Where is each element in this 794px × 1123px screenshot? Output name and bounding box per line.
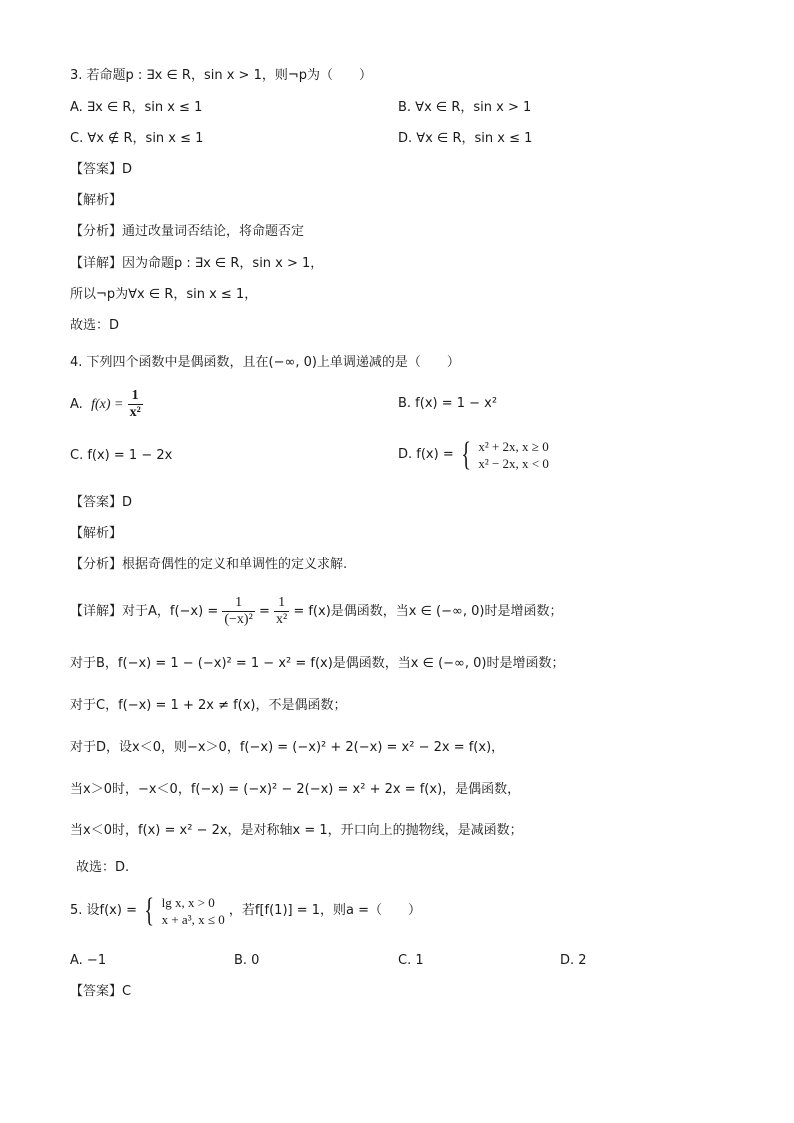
q4-option-a-num: 1 xyxy=(128,388,143,405)
q4-detail-c: 对于C，f(−x) = 1 + 2x ≠ f(x)，不是偶函数； xyxy=(70,698,347,713)
q3-detail-2: 所以¬p为∀x ∈ R，sin x ≤ 1， xyxy=(70,287,258,302)
q4-detail-b: 对于B，f(−x) = 1 − (−x)² = 1 − x² = f(x)是偶函数，当x ∈ (−∞, 0)时是增函数； xyxy=(70,656,565,671)
q3-detail-1: 【详解】因为命题p : ∃x ∈ R，sin x > 1， xyxy=(70,256,324,271)
q3-answer: 【答案】D xyxy=(70,162,133,177)
q3-analysis: 【分析】通过改量词否结论，将命题否定 xyxy=(70,224,305,239)
q4-answer: 【答案】D xyxy=(70,495,133,510)
q4-option-d-label: D. f(x) = xyxy=(398,447,454,462)
q5-option-b: B. 0 xyxy=(234,953,260,968)
q4-detail-a-pre: 【详解】对于A，f(−x) = xyxy=(70,604,219,619)
q4-option-d xyxy=(398,436,549,474)
q4-analysis: 【分析】根据奇偶性的定义和单调性的定义求解. xyxy=(70,557,348,572)
q3-stem: 3. 若命题p : ∃x ∈ R，sin x > 1，则¬p为（ ） xyxy=(70,68,372,83)
q4-detail-a-fraction-1 xyxy=(222,595,254,628)
q4-option-d-case-1: x² + 2x, x ≥ 0 xyxy=(478,438,549,454)
q5-option-c: C. 1 xyxy=(398,953,424,968)
q3-option-c: C. ∀x ∉ R，sin x ≤ 1 xyxy=(70,131,204,146)
q4-option-b: B. f(x) = 1 − x² xyxy=(398,396,498,411)
q4-option-a-fraction xyxy=(128,388,143,421)
q5-case-1: lg x, x > 0 xyxy=(161,894,215,910)
q4-detail-d-1: 对于D，设x＜0，则−x＞0，f(−x) = (−x)² + 2(−x) = x² − 2x = f(x)， xyxy=(70,740,505,755)
q4-detail-d-3: 当x＜0时，f(x) = x² − 2x，是对称轴x = 1，开口向上的抛物线，是减函数； xyxy=(70,823,523,838)
q4-stem: 4. 下列四个函数中是偶函数，且在(−∞, 0)上单调递减的是（ ） xyxy=(70,355,460,370)
q3-choice: 故选：D xyxy=(70,318,120,333)
q4-detail-a-num-2: 1 xyxy=(274,595,289,612)
q4-choice: 故选：D. xyxy=(76,860,130,875)
q3-option-b: B. ∀x ∈ R，sin x > 1 xyxy=(398,100,532,115)
q4-option-d-brace: { xyxy=(461,435,471,473)
q4-detail-d-2: 当x＞0时，−x＜0，f(−x) = (−x)² − 2(−x) = x² + 2x = f(x)，是偶函数， xyxy=(70,782,521,797)
q4-option-d-case-2: x² − 2x, x < 0 xyxy=(478,455,549,471)
q4-detail-a-post: = f(x)是偶函数，当x ∈ (−∞, 0)时是增函数； xyxy=(293,604,563,619)
q5-brace: { xyxy=(144,891,155,929)
q5-option-a: A. −1 xyxy=(70,953,107,968)
q5-stem xyxy=(70,892,421,930)
q5-stem-pre: 5. 设f(x) = xyxy=(70,903,137,918)
q4-option-a-lhs: f(x) = xyxy=(91,397,124,412)
q4-option-a-den: x² xyxy=(129,405,141,420)
q5-cases xyxy=(162,894,225,928)
q4-option-a xyxy=(70,386,143,424)
q5-case-2: x + a³, x ≤ 0 xyxy=(161,911,225,927)
q4-option-c: C. f(x) = 1 − 2x xyxy=(70,448,173,463)
q4-detail-a-mid: = xyxy=(258,604,270,619)
q4-detail-a-den-2: x² xyxy=(275,612,288,627)
q4-detail-a-num-1: 1 xyxy=(222,595,254,612)
q4-detail-a-fraction-2 xyxy=(274,595,289,628)
q3-option-d: D. ∀x ∈ R，sin x ≤ 1 xyxy=(398,131,533,146)
q5-option-d: D. 2 xyxy=(560,953,587,968)
q5-stem-post: ，若f[f(1)] = 1，则a =（ ） xyxy=(228,903,422,918)
q4-option-a-label: A. xyxy=(70,397,83,412)
q3-analysis-heading: 【解析】 xyxy=(70,193,123,208)
q4-detail-a-den-1: (−x)² xyxy=(224,612,253,627)
q4-analysis-heading: 【解析】 xyxy=(70,526,123,541)
q4-option-d-cases xyxy=(478,438,549,472)
q5-answer: 【答案】C xyxy=(70,984,132,999)
q3-option-a: A. ∃x ∈ R，sin x ≤ 1 xyxy=(70,100,203,115)
q4-detail-a xyxy=(70,592,562,632)
